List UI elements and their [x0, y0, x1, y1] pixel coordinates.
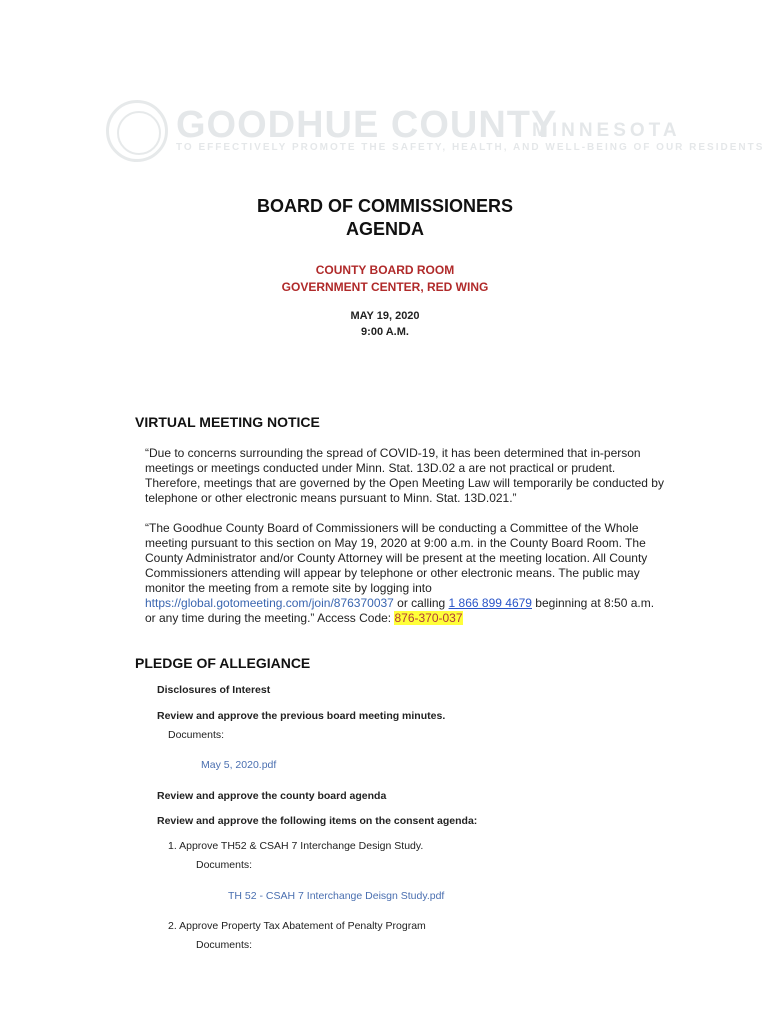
minutes-documents-label: Documents: — [168, 729, 225, 741]
logo-text: GOODHUE COUNTY — [176, 104, 558, 146]
access-code: 876-370-037 — [394, 611, 463, 625]
county-seal-icon — [106, 100, 168, 162]
virtual-notice-heading: VIRTUAL MEETING NOTICE — [135, 414, 320, 430]
consent-item-2-documents-label: Documents: — [196, 939, 253, 951]
meeting-url-link[interactable]: https://global.gotomeeting.com/join/876370037 — [145, 596, 394, 610]
phone-link[interactable]: 1 866 899 4679 — [448, 596, 532, 610]
page-title — [0, 195, 770, 241]
after-phone-text: beginning at 8:50 a.m. or any time during the meeting.” Access Code: — [145, 596, 655, 625]
pledge-heading: PLEDGE OF ALLEGIANCE — [135, 655, 311, 671]
title-line-1: BOARD OF COMMISSIONERS — [256, 196, 513, 216]
consent-item: Review and approve the following items on the consent agenda: — [157, 815, 478, 827]
meeting-location — [0, 262, 770, 296]
consent-item-1-documents-label: Documents: — [196, 859, 253, 871]
consent-item-1-doc-link[interactable]: TH 52 - CSAH 7 Interchange Deisgn Study.pdf — [228, 890, 445, 902]
county-logo — [104, 96, 765, 166]
disclosures-item: Disclosures of Interest — [157, 684, 271, 696]
notice-text-2: “The Goodhue County Board of Commissioners will be conducting a Committee of the Whole meeting pursuant to this section on May 19, 2020 at 9:00 a.m. in the County Board Room. The County Administrator and/or County Attorney will be present at the meeting location. All County Commissioners attending will appear by telephone or other electronic means. The public may monitor the meeting from a remote site by logging into — [145, 521, 648, 595]
consent-item-1: 1. Approve TH52 & CSAH 7 Interchange Design Study. — [168, 840, 424, 852]
minutes-item: Review and approve the previous board meeting minutes. — [157, 710, 446, 722]
notice-text-1: “Due to concerns surrounding the spread of COVID-19, it has been determined that in-person meetings or meetings conducted under Minn. Stat. 13D.02 a are not practical or prudent. Therefore, meetings that are governed by the Open Meeting Law will temporarily be conducted by telephone or other electronic means pursuant to Minn. Stat. 13D.021.” — [145, 446, 664, 505]
location-line-2: GOVERNMENT CENTER, RED WING — [281, 280, 489, 294]
meeting-date: MAY 19, 2020 — [350, 310, 420, 322]
or-calling-text: or calling — [393, 596, 449, 610]
virtual-notice-para-1 — [145, 446, 665, 506]
logo-state: MINNESOTA — [532, 120, 681, 141]
minutes-doc-link[interactable]: May 5, 2020.pdf — [201, 759, 277, 771]
consent-item-2: 2. Approve Property Tax Abatement of Penalty Program — [168, 920, 426, 932]
logo-tagline: TO EFFECTIVELY PROMOTE THE SAFETY, HEALTH, AND WELL-BEING OF OUR RESIDENTS — [176, 142, 765, 153]
meeting-time: 9:00 A.M. — [361, 326, 409, 338]
agenda-item: Review and approve the county board agenda — [157, 790, 387, 802]
location-line-1: COUNTY BOARD ROOM — [315, 263, 455, 277]
title-line-2: AGENDA — [345, 219, 424, 239]
meeting-datetime — [0, 308, 770, 340]
virtual-notice-para-2 — [145, 521, 665, 626]
